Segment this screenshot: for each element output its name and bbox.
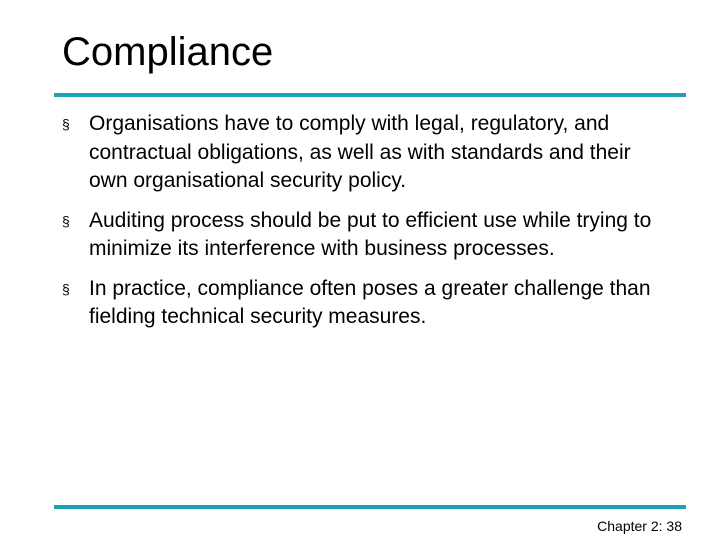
page-number: Chapter 2: 38 [597, 518, 682, 534]
bullet-marker: § [62, 116, 70, 132]
bullet-text: In practice, compliance often poses a greater challenge than fielding technical security measures. [89, 276, 651, 328]
bullet-text: Auditing process should be put to efficient use while trying to minimize its interference with business processes. [89, 208, 652, 260]
bullet-item [62, 207, 662, 264]
bullet-marker: § [62, 280, 70, 297]
bullet-item [62, 110, 662, 196]
footer-divider [54, 505, 686, 509]
bullet-list [62, 110, 662, 332]
title-divider [54, 93, 686, 97]
bullet-item [62, 275, 662, 332]
bullet-text: Organisations have to comply with legal, regulatory, and contractual obligations, as well as with standards and their own organisational security policy. [89, 112, 631, 192]
slide-title: Compliance [62, 30, 274, 74]
bullet-marker: § [62, 212, 70, 229]
